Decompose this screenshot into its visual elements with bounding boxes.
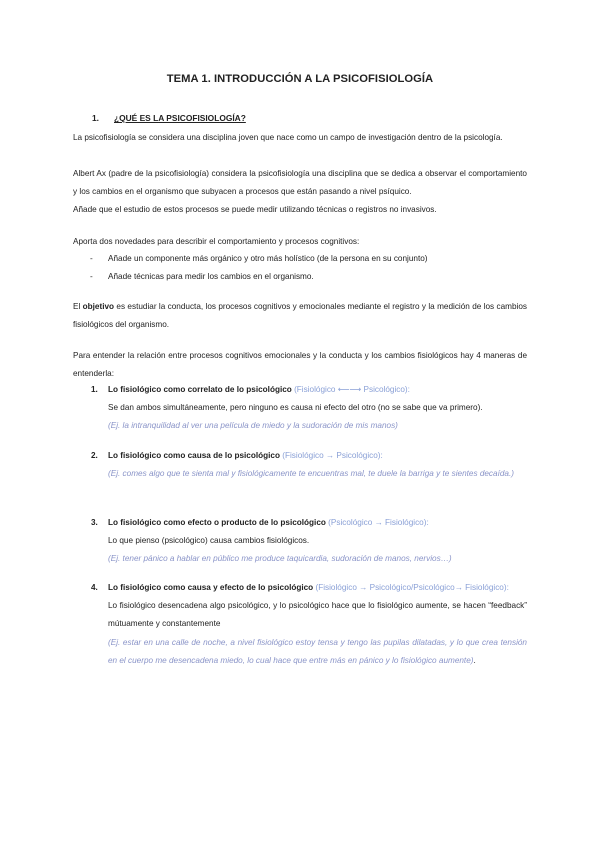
intro-paragraph-3: Añade que el estudio de estos procesos se puede medir utilizando técnicas o registros no invasivos. — [73, 205, 437, 214]
item-trailing-period: . — [473, 655, 476, 665]
item-number: 4. — [91, 583, 98, 592]
item-example: (Ej. la intranquilidad al ver una película de miedo y la sudoración de mis manos) — [108, 421, 398, 431]
relacion-lead: Para entender la relación entre procesos cognitivos emocionales y la conducta y los cambios fisiológicos hay 4 maneras de entenderla: — [73, 351, 527, 379]
bullet-text: Añade técnicas para medir los cambios en el organismo. — [108, 272, 314, 281]
item-description: Lo que pienso (psicológico) causa cambios fisiológicos. — [108, 536, 310, 546]
item-heading-line — [108, 579, 527, 597]
item-heading: Lo fisiológico como causa y efecto de lo psicológico — [108, 583, 314, 592]
item-relation: (Fisiológico → Psicológico/Psicológico→ Fisiológico): — [315, 583, 509, 592]
item-example-wrap — [108, 634, 527, 670]
list-item — [90, 272, 314, 281]
bullet-dash: - — [90, 254, 93, 263]
item-relation: (Fisiológico → Psicológico): — [282, 451, 383, 460]
item-number: 2. — [91, 451, 98, 460]
item-example: (Ej. comes algo que te sienta mal y fisiológicamente te encuentras mal, te duele la barriga y te sientes decaída.) — [108, 469, 514, 479]
item-example: (Ej. tener pánico a hablar en público me produce taquicardia, sudoración de manos, nervios…) — [108, 554, 452, 564]
item-number: 3. — [91, 518, 98, 527]
list-item-4 — [91, 579, 527, 670]
item-number: 1. — [91, 385, 98, 394]
list-item-3 — [91, 514, 527, 569]
item-heading-line — [108, 381, 527, 399]
document-title: TEMA 1. INTRODUCCIÓN A LA PSICOFISIOLOGÍA — [166, 73, 434, 85]
section-heading — [92, 113, 246, 123]
item-heading: Lo fisiológico como efecto o producto de lo psicológico — [108, 518, 326, 527]
list-item — [90, 254, 428, 263]
item-heading-line — [108, 447, 527, 465]
objetivo-pre: El — [73, 302, 83, 311]
bullet-dash: - — [90, 272, 93, 281]
intro-paragraph-1: La psicofisiología se considera una disciplina joven que nace como un campo de investigación dentro de la psicología. — [73, 133, 503, 142]
item-example: (Ej. estar en una calle de noche, a nivel fisiológico estoy tensa y tengo las pupilas dilatadas, y lo que crea tensión en el cuerpo me desencadena miedo, lo cual hace que entre más en pánico y lo fisiológico aumente) — [108, 637, 527, 665]
section-title: ¿QUÉ ES LA PSICOFISIOLOGÍA? — [114, 113, 246, 123]
list-item-2 — [91, 447, 527, 483]
bullet-text: Añade un componente más orgánico y otro más holístico (de la persona en su conjunto) — [108, 254, 428, 263]
item-relation: (Fisiológico ⟵⟶ Psicológico): — [294, 385, 410, 394]
intro-paragraph-2: Albert Ax (padre de la psicofisiología) considera la psicofisiología una disciplina que se dedica a observar el comportamiento y los cambios en el organismo que subyacen a procesos que están pasando a nivel psíquico. — [73, 169, 527, 197]
item-heading: Lo fisiológico como correlato de lo psicológico — [108, 385, 292, 394]
list-item-1 — [91, 381, 527, 436]
item-relation: (Psicológico → Fisiológico): — [328, 518, 429, 527]
novedades-lead: Aporta dos novedades para describir el comportamiento y procesos cognitivos: — [73, 237, 360, 246]
item-heading-line — [108, 514, 527, 532]
section-number: 1. — [92, 113, 99, 123]
objetivo-paragraph — [73, 298, 527, 334]
item-heading: Lo fisiológico como causa de lo psicológico — [108, 451, 280, 460]
item-description: Lo fisiológico desencadena algo psicológico, y lo psicológico hace que lo fisiológico aumente, se hacen “feedback” mútuamente y constantemente — [108, 601, 527, 629]
item-description: Se dan ambos simultáneamente, pero ninguno es causa ni efecto del otro (no se sabe que va primero). — [108, 403, 483, 413]
objetivo-keyword: objetivo — [82, 302, 115, 311]
objetivo-post: es estudiar la conducta, los procesos cognitivos y emocionales mediante el registro y la medición de los cambios fisiológicos del organismo. — [73, 302, 528, 330]
